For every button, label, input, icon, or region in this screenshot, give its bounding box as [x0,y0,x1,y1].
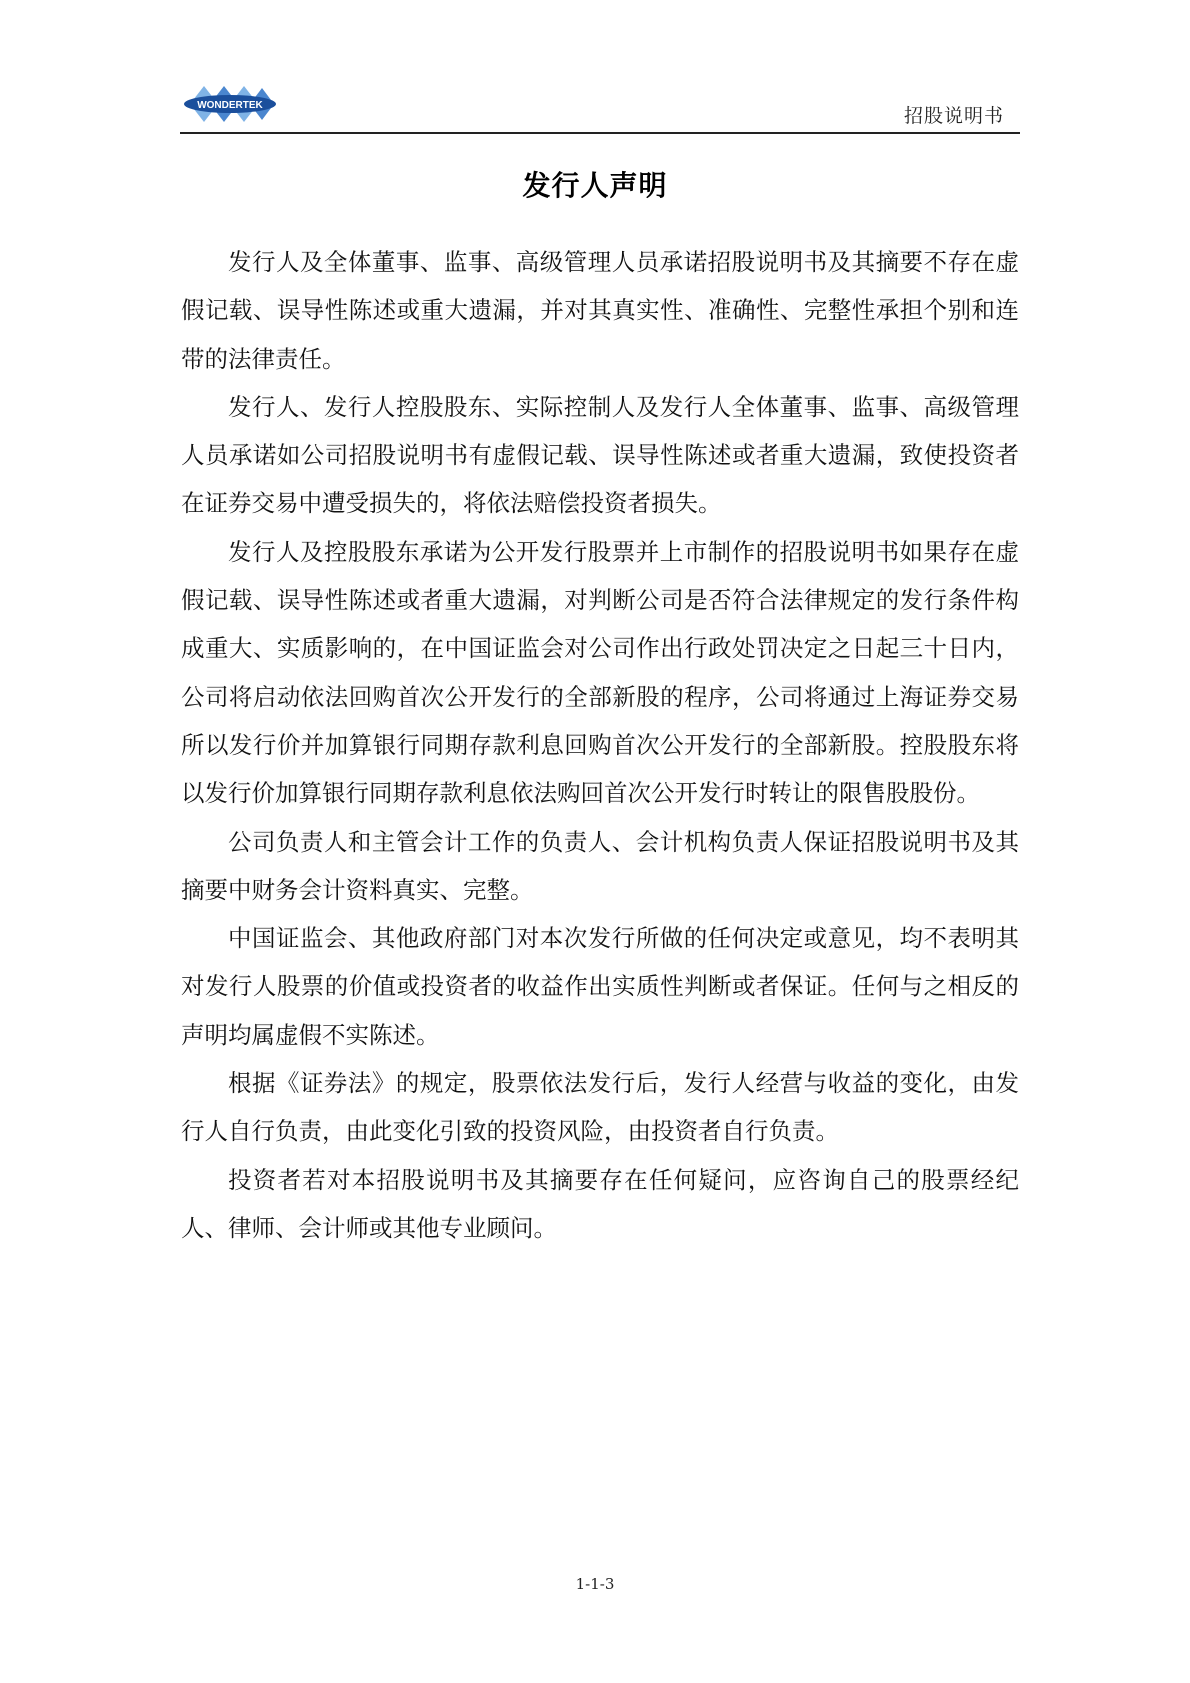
page-number: 1-1-3 [575,1575,615,1593]
paragraph-2: 发行人、发行人控股股东、实际控制人及发行人全体董事、监事、高级管理人员承诺如公司招股说明书有虚假记载、误导性陈述或者重大遗漏，致使投资者在证券交易中遭受损失的，将依法赔偿投资者损失。 [181,392,1019,518]
paragraph-5: 中国证监会、其他政府部门对本次发行所做的任何决定或意见，均不表明其对发行人股票的价值或投资者的收益作出实质性判断或者保证。任何与之相反的声明均属虚假不实陈述。 [181,924,1019,1049]
logo-wordmark: WONDERTEK [197,100,263,111]
document-body [181,238,1019,1252]
page-header [180,78,1020,134]
paragraph-3: 发行人及控股股东承诺为公开发行股票并上市制作的招股说明书如果存在虚假记载、误导性陈述或者重大遗漏，对判断公司是否符合法律规定的发行条件构成重大、实质影响的，在中国证监会对公司作出行政处罚决定之日起三十日内，公司将启动依法回购首次公开发行的全部新股的程序，公司将通过上海证券交易所以发行价并加算银行同期存款利息回购首次公开发行的全部新股。控股股东将以发行价加算银行同期存款利息依法购回首次公开发行时转让的限售股股份。 [181,537,1019,808]
header-title: 招股说明书 [903,105,1004,127]
company-logo [180,82,280,126]
paragraph-7: 投资者若对本招股说明书及其摘要存在任何疑问，应咨询自己的股票经纪人、律师、会计师或其他专业顾问。 [181,1165,1019,1242]
paragraph-4: 公司负责人和主管会计工作的负责人、会计机构负责人保证招股说明书及其摘要中财务会计资料真实、完整。 [181,827,1019,904]
document-title: 发行人声明 [522,169,668,202]
paragraph-6: 根据《证券法》的规定，股票依法发行后，发行人经营与收益的变化，由发行人自行负责，由此变化引致的投资风险，由投资者自行负责。 [181,1069,1019,1146]
paragraph-1: 发行人及全体董事、监事、高级管理人员承诺招股说明书及其摘要不存在虚假记载、误导性陈述或重大遗漏，并对其真实性、准确性、完整性承担个别和连带的法律责任。 [181,248,1019,373]
